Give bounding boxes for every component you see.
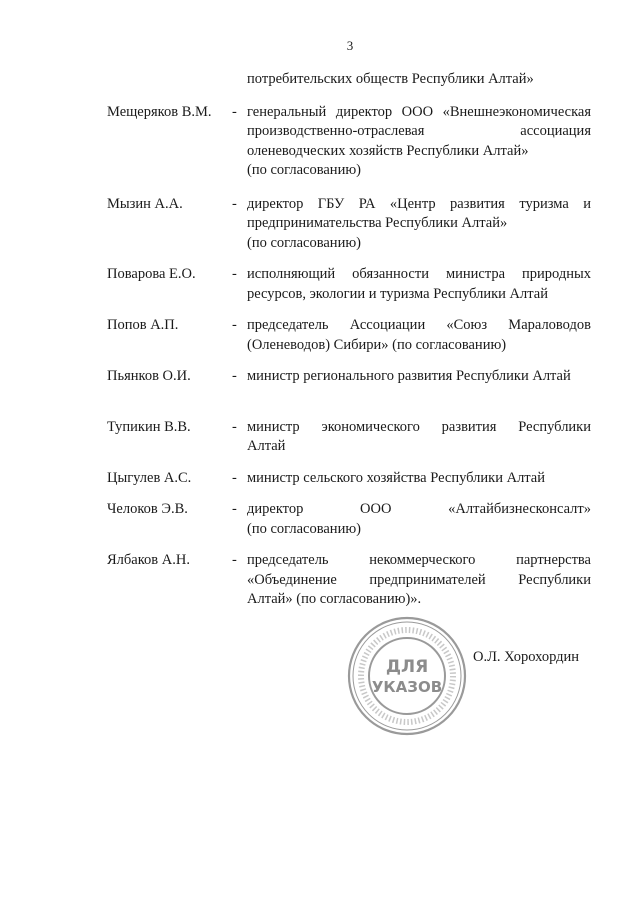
entry-description [247, 418, 591, 457]
list-item [0, 500, 640, 539]
stamp-text-top: ДЛЯ [385, 657, 429, 677]
entry-description [247, 367, 591, 387]
entry-dash: - [232, 501, 237, 517]
list-item [0, 195, 640, 254]
member-name: Челоков Э.В. [107, 501, 188, 517]
entry-dash: - [232, 103, 237, 120]
member-name: Тупикин В.В. [107, 418, 191, 435]
member-name: Мызин А.А. [107, 195, 183, 212]
description-line: Алтай [247, 438, 286, 454]
description-line: потребительских обществ Республики Алтай» [247, 71, 534, 87]
description-line: (Оленеводов) Сибири» (по согласованию) [247, 336, 507, 353]
description-line: директор ООО «Алтайбизнесконсалт» [247, 501, 591, 517]
stamp-text-bottom: УКАЗОВ [371, 678, 443, 696]
entry-dash: - [232, 317, 237, 333]
description-line: Алтай» (по согласованию)». [247, 591, 422, 607]
member-name: Ялбаков А.Н. [107, 552, 190, 568]
list-item [0, 551, 640, 610]
entry-description [247, 265, 591, 304]
description-line: ресурсов, экологии и туризма Республики Алтай [247, 285, 548, 302]
entry-dash: - [232, 418, 237, 435]
list-item [0, 469, 640, 489]
entry-dash: - [232, 266, 237, 282]
entry-description [247, 316, 591, 355]
description-line: министр регионального развития Республики Алтай [247, 368, 571, 384]
description-line: председатель некоммерческого партнерства [247, 552, 591, 568]
description-line: министр экономического развития Республики [247, 418, 591, 435]
member-name: Мещеряков В.М. [107, 103, 212, 120]
description-line: (по согласованию) [247, 162, 361, 178]
description-line: предпринимательства Республики Алтай» [247, 215, 508, 231]
signatory-name: О.Л. Хорохордин [473, 649, 580, 665]
entry-dash: - [232, 195, 237, 212]
description-line: «Объединение предпринимателей Республики [247, 571, 591, 588]
entry-dash: - [232, 469, 237, 486]
description-line: оленеводческих хозяйств Республики Алтай» [247, 142, 529, 159]
description-line: генеральный директор ООО «Внешнеэкономическая [247, 103, 591, 120]
description-line: (по согласованию) [247, 520, 361, 537]
list-item [0, 265, 640, 304]
entry-description [247, 103, 591, 181]
list-item [0, 316, 640, 355]
description-line: директор ГБУ РА «Центр развития туризма и [247, 195, 591, 212]
description-line: производственно-отраслевая ассоциация [247, 123, 591, 139]
entry-dash: - [232, 368, 237, 384]
entry-description [247, 469, 591, 489]
members-list [0, 70, 640, 610]
list-item [0, 103, 640, 181]
member-name: Пьянков О.И. [107, 368, 191, 384]
list-item [0, 367, 640, 387]
entry-description [247, 500, 591, 539]
page-number: 3 [346, 38, 354, 53]
entry-description [247, 195, 591, 254]
entry-description [247, 70, 591, 90]
official-stamp [346, 615, 468, 737]
member-name: Поварова Е.О. [107, 266, 196, 282]
description-line: министр сельского хозяйства Республики Алтай [247, 469, 546, 486]
entry-description [247, 551, 591, 610]
list-item [0, 70, 640, 90]
entry-dash: - [232, 552, 237, 568]
list-item [0, 418, 640, 457]
member-name: Попов А.П. [107, 317, 179, 333]
description-line: (по согласованию) [247, 234, 361, 251]
description-line: председатель Ассоциации «Союз Мараловодов [247, 317, 591, 333]
member-name: Цыгулев А.С. [107, 469, 192, 486]
description-line: исполняющий обязанности министра природных [247, 266, 591, 282]
